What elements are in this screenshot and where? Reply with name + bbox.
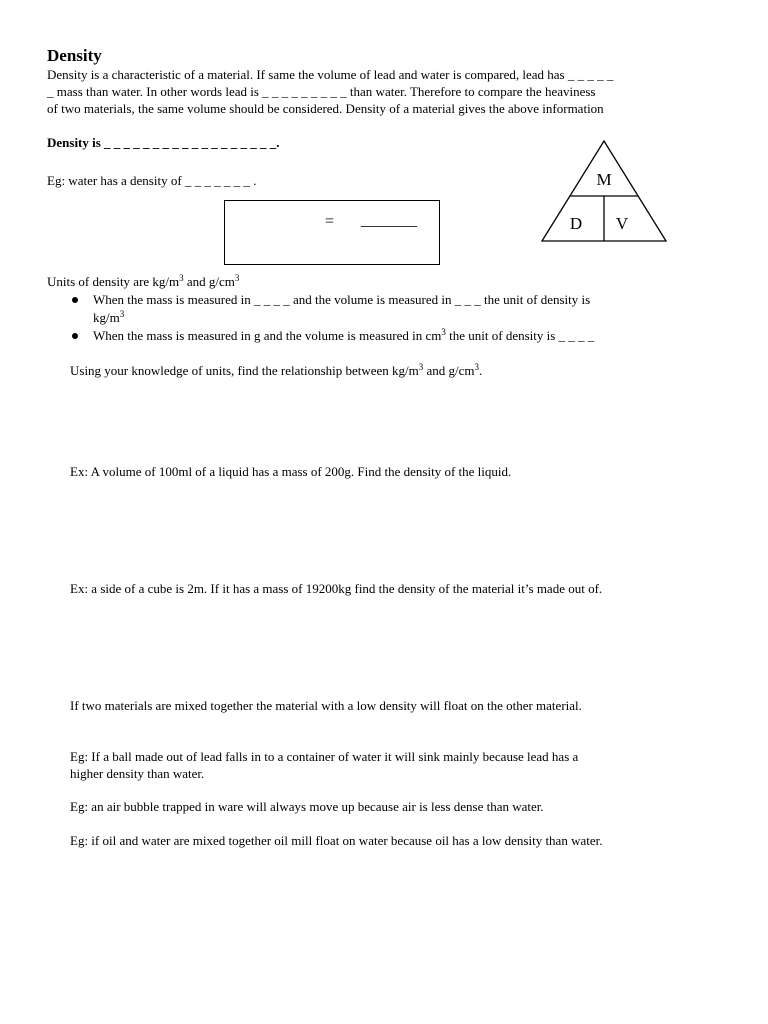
relationship-post: . [479, 363, 483, 378]
bullet-2-post: the unit of density is _ _ _ _ [445, 328, 595, 343]
relationship-pre: Using your knowledge of units, find the relationship between kg/m [70, 363, 419, 378]
formula-box [224, 200, 440, 265]
units-of-density [47, 274, 239, 290]
density-triangle-diagram [540, 140, 668, 244]
water-density-example: Eg: water has a density of _ _ _ _ _ _ _ . [47, 173, 257, 188]
relationship-sup-1: 3 [418, 362, 424, 372]
units-sup-1: 3 [179, 273, 184, 283]
bullet-1-dot [72, 297, 78, 303]
exercise-1: Ex: A volume of 100ml of a liquid has a mass of 200g. Find the density of the liquid. [70, 464, 512, 479]
example-lead-line-1: Eg: If a ball made out of lead falls in to a container of water it will sink mainly because lead has a [70, 749, 579, 764]
bullet-1-line-1: When the mass is measured in _ _ _ _ and the volume is measured in _ _ _ the unit of density is [93, 292, 591, 307]
formula-blank: _______ [361, 212, 417, 229]
exercise-2: Ex: a side of a cube is 2m. If it has a mass of 19200kg find the density of the material it’s made out of. [70, 581, 603, 596]
intro-line-3: of two materials, the same volume should be considered. Density of a material gives the above information [47, 101, 604, 116]
relationship-question [70, 363, 482, 379]
units-sup-2: 3 [234, 273, 240, 283]
density-definition: Density is _ _ _ _ _ _ _ _ _ _ _ _ _ _ _ _ _ _. [47, 135, 280, 150]
triangle-density-label: D [569, 214, 583, 233]
units-prefix: Units of density are kg/m [47, 274, 180, 289]
bullet-2-dot [72, 333, 78, 339]
bullet-2 [93, 328, 594, 344]
float-rule: If two materials are mixed together the material with a low density will float on the other material. [70, 698, 582, 713]
intro-line-2: _ mass than water. In other words lead is _ _ _ _ _ _ _ _ _ than water. Therefore to compare the heaviness [47, 84, 596, 99]
intro-line-1: Density is a characteristic of a material. If same the volume of lead and water is compared, lead has _ _ _ _ _ [47, 67, 614, 82]
bullet-2-pre: When the mass is measured in g and the volume is measured in cm [93, 328, 442, 343]
bullet-1-line-2 [93, 310, 124, 326]
bullet-1-unit-sup: 3 [119, 309, 125, 319]
example-lead-line-2: higher density than water. [70, 766, 205, 781]
page-title: Density [47, 46, 102, 65]
triangle-mass-label: M [596, 170, 612, 189]
example-air-bubble: Eg: an air bubble trapped in ware will always move up because air is less dense than water. [70, 799, 544, 814]
formula-equals-sign: = [325, 213, 335, 230]
bullet-2-sup: 3 [441, 327, 446, 337]
example-oil-water: Eg: if oil and water are mixed together oil mill float on water because oil has a low density than water. [70, 833, 603, 848]
relationship-sup-2: 3 [474, 362, 480, 372]
bullet-1-unit: kg/m [93, 310, 120, 325]
triangle-volume-label: V [615, 214, 629, 233]
relationship-mid: and g/cm [423, 363, 475, 378]
units-mid: and g/cm [183, 274, 235, 289]
